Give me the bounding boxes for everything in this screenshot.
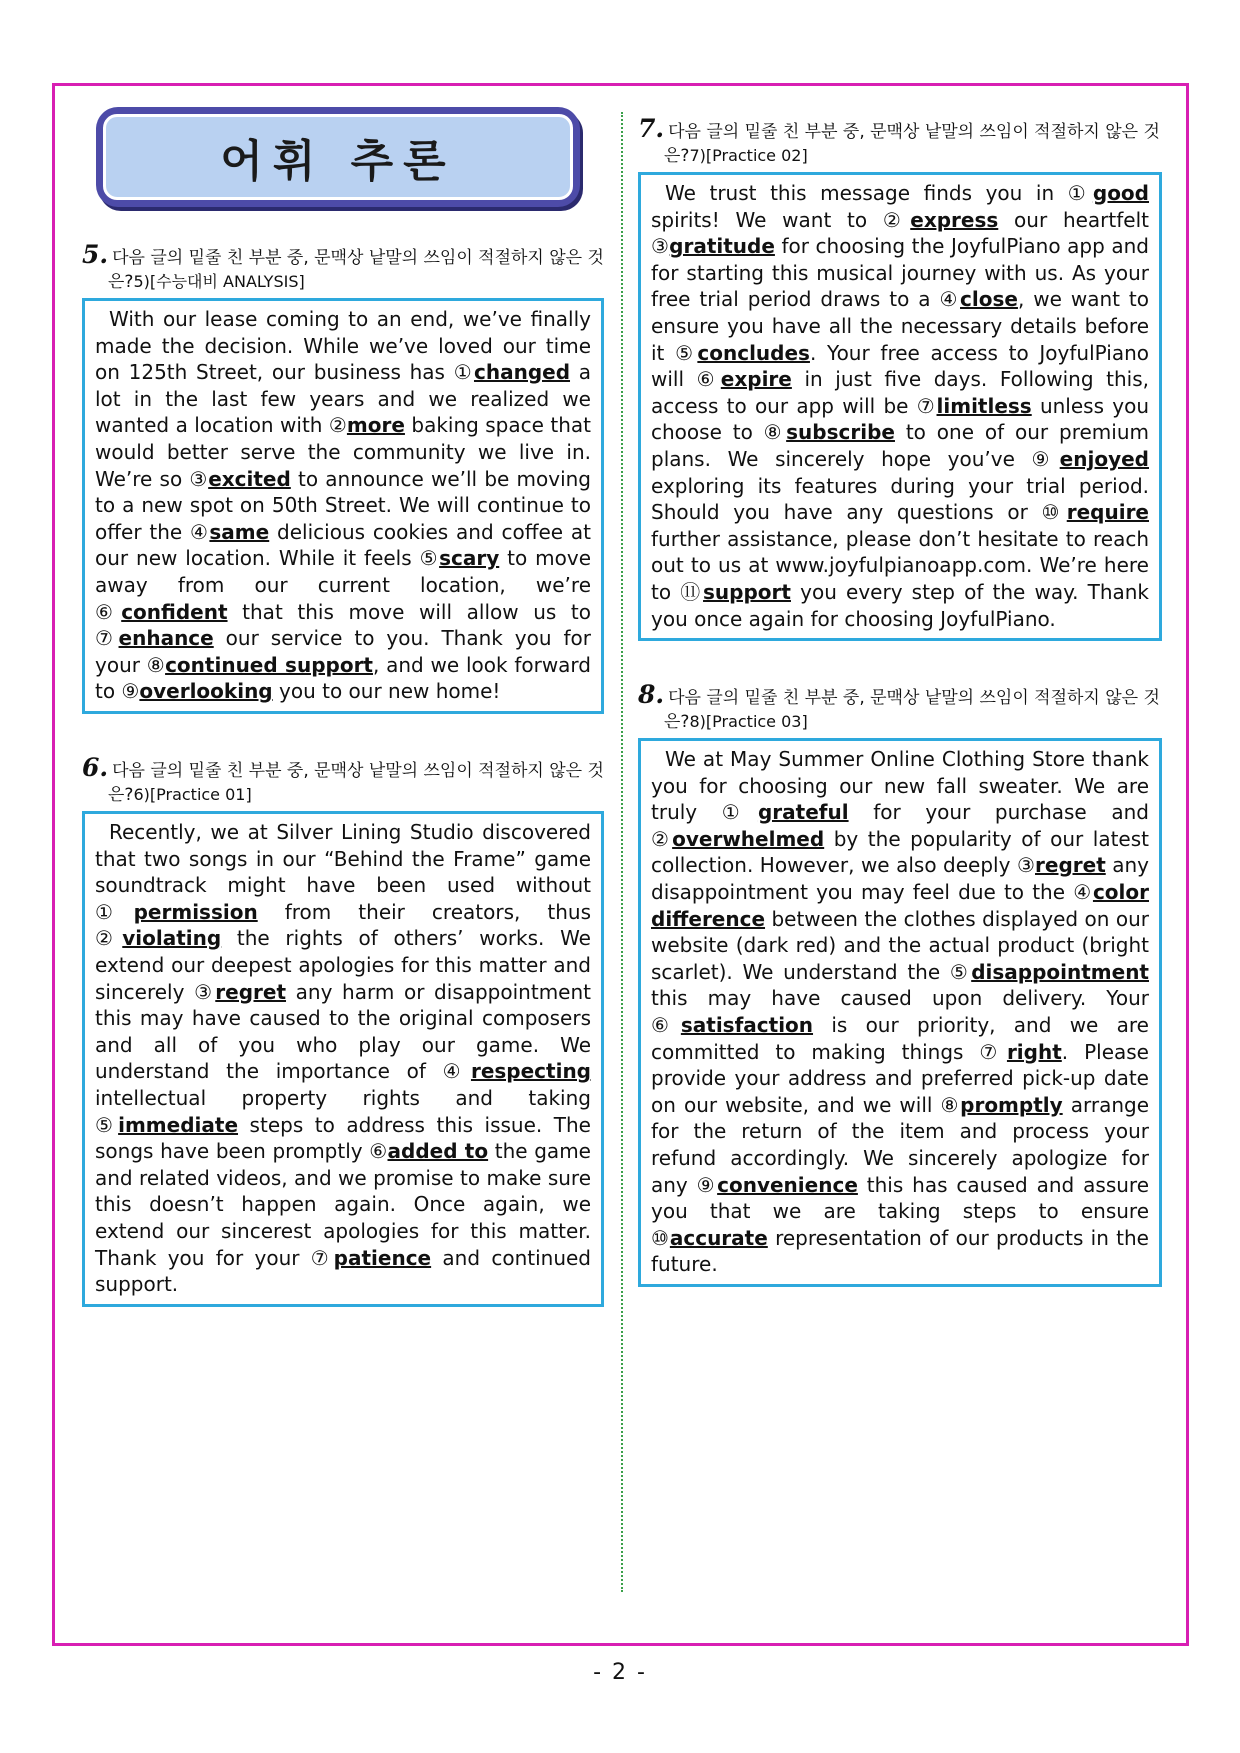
passage-text: by the popularity of our latest collection. However, we also deeply ③ bbox=[651, 826, 1150, 878]
underlined-word: right bbox=[1006, 1039, 1062, 1064]
question-prompt bbox=[82, 753, 604, 807]
underlined-word: disappointment bbox=[971, 959, 1149, 984]
passage-text: spirits! We want to ② bbox=[651, 207, 911, 232]
underlined-word: overwhelmed bbox=[672, 826, 825, 851]
underlined-word: confident bbox=[121, 599, 228, 624]
passage-text: to one of our premium plans. We sincerely hope you’ve ⑨ bbox=[651, 420, 1150, 471]
passage-text: to move away from our current location, we’re ⑥ bbox=[95, 546, 592, 624]
passage-text: With our lease coming to an end, we’ve finally made the decision. While we’ve loved our time on 125th Street, our business has ① bbox=[95, 307, 591, 385]
underlined-word: satisfaction bbox=[680, 1012, 814, 1037]
question-number: 5. bbox=[82, 240, 109, 269]
question-text: 다음 글의 밑줄 친 부분 중, 문맥상 낱말의 쓰임이 적절하지 않은 것은? bbox=[108, 248, 604, 292]
question-prompt bbox=[82, 240, 604, 294]
passage-text: and continued support. bbox=[95, 1245, 591, 1297]
passage-text: our service to you. Thank you for your ⑧ bbox=[95, 626, 591, 677]
section-title: 어휘 추론 bbox=[103, 114, 573, 200]
passage-text: representation of our products in the future. bbox=[651, 1225, 1149, 1277]
underlined-word: color difference bbox=[651, 879, 1149, 931]
passage-text: any harm or disappointment this may have caused to the original composers and all of you who play our game. We understand the importance of ④ bbox=[95, 979, 591, 1084]
underlined-word: same bbox=[209, 519, 270, 544]
passage-text: the game and related videos, and we promise to make sure this doesn’t happen again. Once again, we extend our sincerest apologies for this matter. Thank you for your ⑦ bbox=[95, 1139, 591, 1270]
underlined-word: excited bbox=[208, 466, 291, 491]
passage-box bbox=[638, 172, 1162, 641]
passage-text: a lot in the last few years and we realized we wanted a location with ② bbox=[95, 360, 591, 438]
underlined-word: violating bbox=[122, 926, 222, 951]
passage-text: , we want to ensure you have all the necessary details before it ⑤ bbox=[651, 287, 1150, 365]
passage-text: from their creators, thus ② bbox=[95, 899, 591, 951]
underlined-word: limitless bbox=[936, 393, 1032, 418]
underlined-word: continued support bbox=[165, 652, 373, 677]
question-number: 6. bbox=[82, 753, 109, 782]
question-text: 다음 글의 밑줄 친 부분 중, 문맥상 낱말의 쓰임이 적절하지 않은 것은? bbox=[108, 761, 604, 805]
underlined-word: patience bbox=[333, 1245, 432, 1270]
underlined-word: concludes bbox=[697, 340, 810, 365]
question-8 bbox=[638, 680, 1162, 1287]
passage-text: delicious cookies and coffee at our new location. While it feels ⑤ bbox=[95, 519, 591, 571]
underlined-word: express bbox=[910, 207, 999, 232]
question-number: 7. bbox=[638, 114, 665, 143]
passage-text: this has caused and assure you that we are taking steps to ensure ⑩ bbox=[651, 1172, 1150, 1250]
question-number: 8. bbox=[638, 680, 665, 709]
passage-text: our heartfelt ③ bbox=[651, 207, 1149, 259]
page-number: - 2 - bbox=[593, 1660, 647, 1685]
passage-text: baking space that would better serve the community we live in. We’re so ③ bbox=[95, 413, 591, 491]
question-text: 다음 글의 밑줄 친 부분 중, 문맥상 낱말의 쓰임이 적절하지 않은 것은? bbox=[664, 122, 1160, 166]
underlined-word: immediate bbox=[118, 1112, 239, 1137]
passage-text: exploring its features during your trial period. Should you have any questions or ⑩ bbox=[651, 473, 1149, 525]
underlined-word: added to bbox=[387, 1139, 489, 1164]
passage-text: for choosing the JoyfulPiano app and for starting this musical journey with us. As your free trial period draws to a ④ bbox=[651, 234, 1149, 312]
underlined-word: scary bbox=[439, 546, 500, 571]
passage-text: unless you choose to ⑧ bbox=[651, 393, 1149, 445]
passage-text: that this move will allow us to ⑦ bbox=[95, 599, 591, 651]
underlined-word: accurate bbox=[669, 1225, 768, 1250]
passage-text: this may have caused upon delivery. Your ⑥ bbox=[651, 986, 1149, 1037]
passage-text: arrange for the return of the item and process your refund accordingly. We sincerely apologize for any ⑨ bbox=[651, 1092, 1150, 1197]
passage-text: is our priority, and we are committed to making things ⑦ bbox=[651, 1012, 1149, 1064]
underlined-word: good bbox=[1092, 181, 1149, 205]
underlined-word: overlooking bbox=[139, 679, 273, 704]
underlined-word: enhance bbox=[118, 626, 214, 651]
passage-text: for your purchase and ② bbox=[651, 800, 1149, 851]
passage-text: . Your free access to JoyfulPiano will ⑥ bbox=[651, 340, 1149, 392]
passage-text: in just five days. Following this, access to our app will be ⑦ bbox=[651, 367, 1149, 418]
question-6 bbox=[82, 753, 604, 1307]
underlined-word: convenience bbox=[717, 1172, 858, 1197]
question-source: 7)[Practice 02] bbox=[689, 146, 808, 165]
underlined-word: regret bbox=[1035, 853, 1106, 878]
passage-text: to announce we’ll be moving to a new spot on 50th Street. We will continue to offer the ④ bbox=[95, 466, 591, 544]
passage-text: any disappointment you may feel due to the ④ bbox=[651, 853, 1150, 904]
underlined-word: changed bbox=[473, 360, 571, 385]
underlined-word: require bbox=[1066, 500, 1149, 525]
passage-text: you every step of the way. Thank you once again for choosing JoyfulPiano. bbox=[651, 579, 1150, 631]
passage-box bbox=[82, 298, 604, 714]
passage-box bbox=[82, 811, 604, 1307]
question-prompt bbox=[638, 680, 1162, 734]
passage-text: further assistance, please don’t hesitate to reach out to us at www.joyfulpianoapp.com. We’re here to ⑪ bbox=[651, 526, 1149, 604]
underlined-word: regret bbox=[215, 979, 287, 1004]
underlined-word: support bbox=[703, 579, 791, 604]
underlined-word: respecting bbox=[470, 1059, 591, 1084]
underlined-word: permission bbox=[133, 899, 258, 924]
question-prompt bbox=[638, 114, 1162, 168]
passage-text: steps to address this issue. The songs have been promptly ⑥ bbox=[95, 1112, 591, 1164]
passage-text: you to our new home! bbox=[272, 679, 501, 704]
underlined-word: grateful bbox=[757, 800, 849, 825]
passage-text: Recently, we at Silver Lining Studio discovered that two songs in our “Behind the Frame” game soundtrack might have been used without ① bbox=[95, 820, 591, 924]
underlined-word: more bbox=[346, 413, 405, 438]
passage-text: intellectual property rights and taking ⑤ bbox=[95, 1085, 591, 1137]
column-divider bbox=[621, 112, 623, 1592]
question-text: 다음 글의 밑줄 친 부분 중, 문맥상 낱말의 쓰임이 적절하지 않은 것은? bbox=[664, 688, 1160, 732]
passage-text: . Please provide your address and preferred pick-up date on our website, and we will ⑧ bbox=[651, 1039, 1149, 1117]
passage-text: We trust this message finds you in ① bbox=[665, 181, 1093, 205]
question-source: 8)[Practice 03] bbox=[689, 712, 808, 731]
underlined-word: enjoyed bbox=[1059, 446, 1149, 471]
underlined-word: subscribe bbox=[786, 420, 895, 445]
question-5 bbox=[82, 240, 604, 714]
question-source: 5)[수능대비 ANALYSIS] bbox=[133, 272, 305, 291]
passage-text: the rights of others’ works. We extend our deepest apologies for this matter and sincerely ③ bbox=[95, 926, 591, 1004]
question-7 bbox=[638, 114, 1162, 641]
passage-text: , and we look forward to ⑨ bbox=[95, 652, 591, 704]
underlined-word: promptly bbox=[960, 1092, 1063, 1117]
underlined-word: close bbox=[960, 287, 1018, 312]
underlined-word: gratitude bbox=[669, 234, 775, 259]
passage-text: between the clothes displayed on our website (dark red) and the actual product (bright scarlet). We understand the ⑤ bbox=[651, 906, 1149, 984]
passage-box bbox=[638, 738, 1162, 1287]
question-source: 6)[Practice 01] bbox=[133, 785, 252, 804]
passage-text: We at May Summer Online Clothing Store thank you for choosing our new fall sweater. We are truly ① bbox=[651, 747, 1149, 825]
section-title-badge bbox=[96, 107, 580, 207]
underlined-word: expire bbox=[720, 367, 792, 392]
